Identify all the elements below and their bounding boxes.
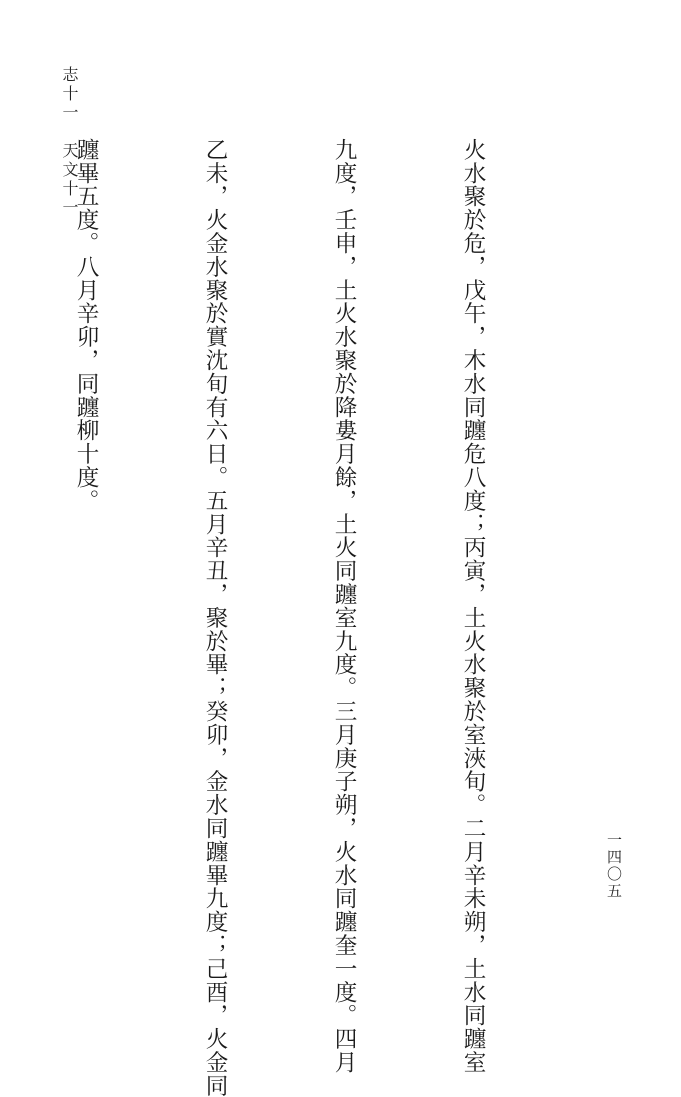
text-column: 乙未，火金水聚於實沈旬有六日。五月辛丑，聚於畢；癸卯，金水同躔畢九度；己酉，火金同 [202, 138, 228, 1097]
text-column: 火水聚於危，戊午，木水同躔危八度；丙寅，土火水聚於室浹旬。二月辛未朔，土水同躔室 [460, 138, 486, 1074]
body-text [0, 138, 580, 1097]
text-column: 九度，壬申，土火水聚於降婁月餘，土火同躔室九度。三月庚子朔，火水同躔奎一度。四月 [331, 138, 357, 1074]
running-head: 志十一 天文十一 [60, 66, 79, 218]
page-number: 一四〇五 [605, 832, 623, 900]
text-column: 躔畢五度。八月辛卯，同躔柳十度。 [73, 138, 99, 513]
